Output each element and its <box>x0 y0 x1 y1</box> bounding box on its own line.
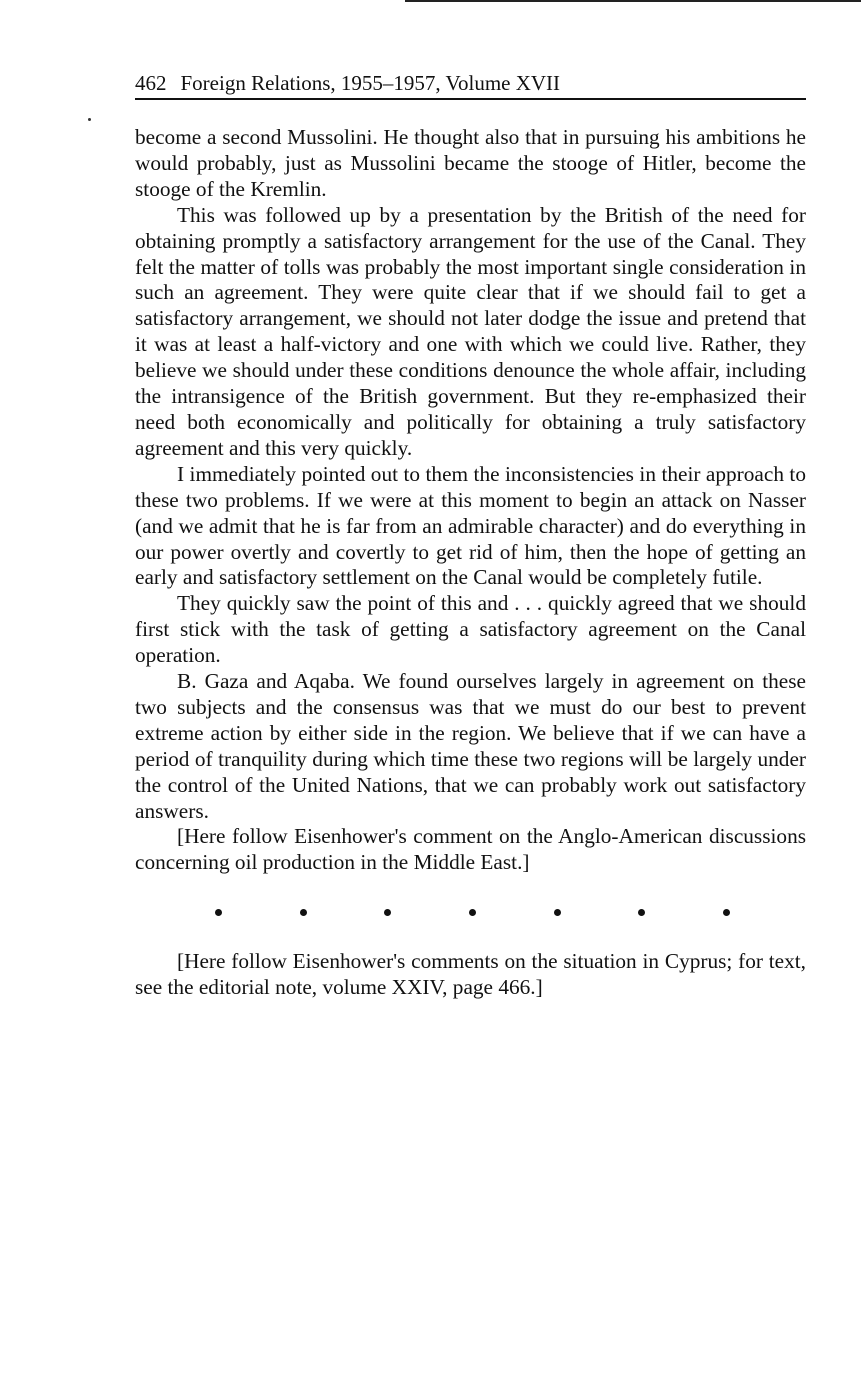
omission-dot <box>723 909 730 916</box>
running-header <box>135 70 806 100</box>
paragraph: [Here follow Eisenhower's comment on the Anglo-American discussions concerning oil production in the Middle East.] <box>135 824 806 875</box>
omission-dot <box>384 909 391 916</box>
omission-dot <box>215 909 222 916</box>
page-number: 462 <box>135 71 167 95</box>
document-body <box>135 125 806 1001</box>
paragraph: I immediately pointed out to them the inconsistencies in their approach to these two problems. If we were at this moment to begin an attack on Nasser (and we admit that he is far from an admirable character) and do everything in our power overtly and covertly to get rid of him, then the hope of getting an early and satisfactory settlement on the Canal would be completely futile. <box>135 461 806 590</box>
top-edge-rule <box>405 0 861 2</box>
omission-dot <box>469 909 476 916</box>
omission-dot <box>554 909 561 916</box>
paragraph: This was followed up by a presentation by the British of the need for obtaining promptly a satisfactory arrangement for the use of the Canal. They felt the matter of tolls was probably the most important single consideration in such an agreement. They were quite clear that if we should fail to get a satisfactory arrangement, we should not later dodge the issue and pretend that it was at least a half-victory and one with which we could live. Rather, they believe we should under these conditions denounce the whole affair, including the intransigence of the British government. But they re-emphasized their need both economically and politically for obtaining a truly satisfactory agreement and this very quickly. <box>135 202 806 460</box>
running-title: Foreign Relations, 1955–1957, Volume XVII <box>180 71 561 95</box>
omission-dot <box>300 909 307 916</box>
paragraph: B. Gaza and Aqaba. We found ourselves largely in agreement on these two subjects and the consensus was that we must do our best to prevent extreme action by either side in the region. We believe that if we can have a period of tranquility during which time these two regions will be largely under the control of the United Nations, that we can probably work out satisfactory answers. <box>135 669 806 823</box>
omission-dots <box>135 902 806 922</box>
paragraph: They quickly saw the point of this and . . . quickly agreed that we should first stick with the task of getting a satisfactory agreement on the Canal operation. <box>135 591 806 668</box>
closing-paragraph: [Here follow Eisenhower's comments on the situation in Cyprus; for text, see the editorial note, volume XXIV, page 466.] <box>135 949 806 1000</box>
stray-mark <box>88 118 91 121</box>
omission-dot <box>638 909 645 916</box>
paragraph: become a second Mussolini. He thought also that in pursuing his ambitions he would probably, just as Mussolini became the stooge of Hitler, become the stooge of the Kremlin. <box>135 125 806 201</box>
